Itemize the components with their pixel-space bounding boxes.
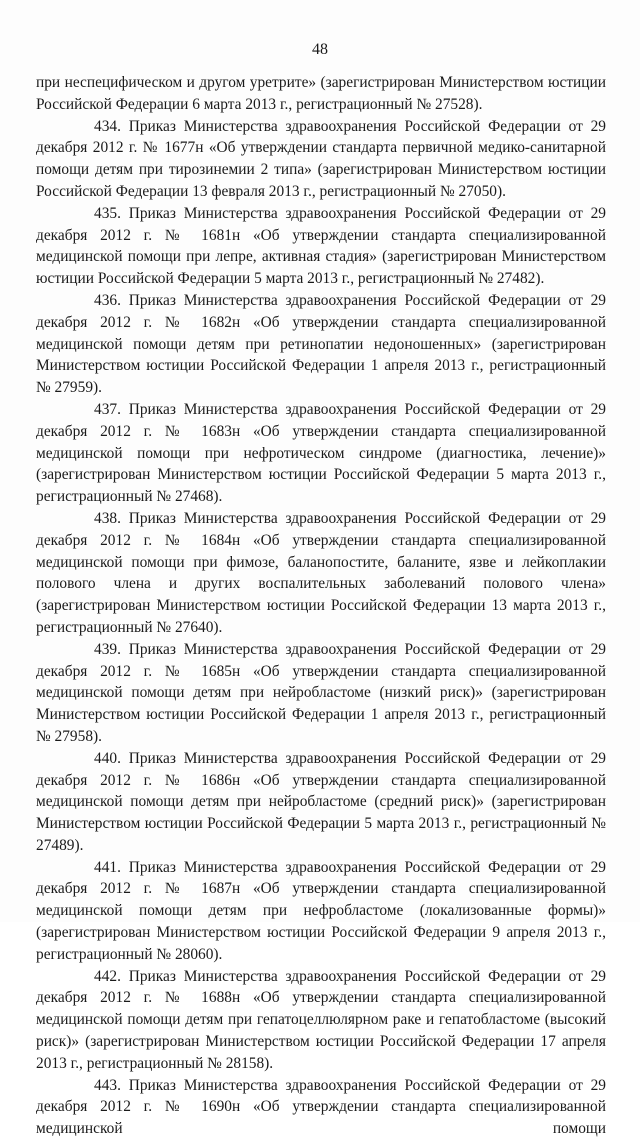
order-paragraph: 443. Приказ Министерства здравоохранения Российской Федерации от 29 декабря 2012 г. № 1690н «Об утверждении стандарта специализированной медицинской помощи [36, 1076, 606, 1138]
continuation-paragraph: при неспецифическом и другом уретрите» (зарегистрирован Министерством юстиции Российской Федерации 6 марта 2013 г., регистрационный № 27528). [36, 74, 606, 113]
order-paragraph: 438. Приказ Министерства здравоохранения Российской Федерации от 29 декабря 2012 г. № 1684н «Об утверждении стандарта специализированной медицинской помощи при фимозе, баланопостите, баланите, язве и лейкоплакии полового члена и других воспалительных заболеваний полового члена» (зарегистрирован Министерством юстиции Российской Федерации 13 марта 2013 г., регистрационный № 27640). [36, 509, 606, 636]
order-paragraph: 435. Приказ Министерства здравоохранения Российской Федерации от 29 декабря 2012 г. № 1681н «Об утверждении стандарта специализированной медицинской помощи при лепре, активная стадия» (зарегистрирован Министерством юстиции Российской Федерации 5 марта 2013 г., регистрационный № 27482). [36, 204, 606, 288]
order-paragraph: 440. Приказ Министерства здравоохранения Российской Федерации от 29 декабря 2012 г. № 1686н «Об утверждении стандарта специализированной медицинской помощи детям при нейробластоме (средний риск)» (зарегистрирован Министерством юстиции Российской Федерации 5 марта 2013 г., регистрационный № 27489). [36, 749, 606, 854]
order-paragraph: 442. Приказ Министерства здравоохранения Российской Федерации от 29 декабря 2012 г. № 1688н «Об утверждении стандарта специализированной медицинской помощи детям при гепатоцеллюлярном раке и гепатобластоме (высокий риск)» (зарегистрирован Министерством юстиции Российской Федерации 17 апреля 2013 г., регистрационный № 28158). [36, 967, 606, 1072]
order-paragraph: 437. Приказ Министерства здравоохранения Российской Федерации от 29 декабря 2012 г. № 1683н «Об утверждении стандарта специализированной медицинской помощи при нефротическом синдроме (диагностика, лечение)» (зарегистрирован Министерством юстиции Российской Федерации 5 марта 2013 г., регистрационный № 27468). [36, 400, 606, 506]
document-body [36, 72, 606, 1140]
order-paragraph: 436. Приказ Министерства здравоохранения Российской Федерации от 29 декабря 2012 г. № 1682н «Об утверждении стандарта специализированной медицинской помощи детям при ретинопатии недоношенных» (зарегистрирован Министерством юстиции Российской Федерации 1 апреля 2013 г., регистрационный № 27959). [36, 291, 606, 397]
order-paragraph: 439. Приказ Министерства здравоохранения Российской Федерации от 29 декабря 2012 г. № 1685н «Об утверждении стандарта специализированной медицинской помощи детям при нейробластоме (низкий риск)» (зарегистрирован Министерством юстиции Российской Федерации 1 апреля 2013 г., регистрационный № 27958). [36, 640, 606, 745]
order-paragraph: 441. Приказ Министерства здравоохранения Российской Федерации от 29 декабря 2012 г. № 1687н «Об утверждении стандарта специализированной медицинской помощи детям при нефробластоме (локализованные формы)» (зарегистрирован Министерством юстиции Российской Федерации 9 апреля 2013 г., регистрационный № 28060). [36, 858, 606, 963]
page-number: 48 [312, 41, 328, 58]
order-paragraph: 434. Приказ Министерства здравоохранения Российской Федерации от 29 декабря 2012 г. № 1677н «Об утверждении стандарта первичной медико-санитарной помощи детям при тирозинемии 2 типа» (зарегистрирован Министерством юстиции Российской Федерации 13 февраля 2013 г., регистрационный № 27050). [36, 117, 606, 200]
